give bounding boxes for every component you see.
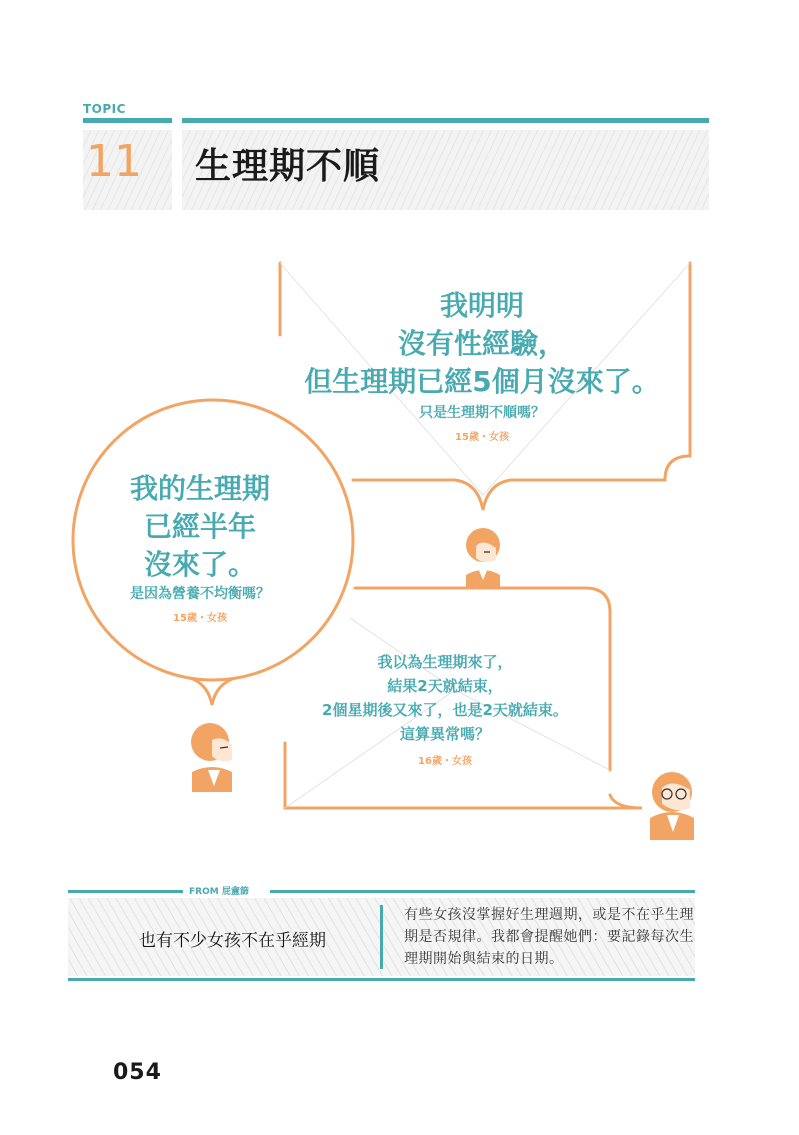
question-1-line: 沒有性經驗， [397, 327, 566, 360]
question-3-line: 這算異常嗎？ [399, 725, 490, 743]
question-2-sub: 是因為營養不均衡嗎？ [130, 586, 270, 602]
girl-character-1 [466, 528, 500, 588]
from-divider [380, 905, 383, 969]
question-2-age: 15歲・女孩 [173, 613, 227, 624]
page-title: 生理期不順 [195, 146, 381, 187]
question-2-line: 我的生理期 [129, 472, 270, 505]
question-1-text [282, 287, 682, 401]
topic-number: 11 [86, 136, 142, 187]
question-1-line: 我明明 [439, 289, 524, 322]
bubble-circle-tail [190, 678, 235, 705]
question-3-line: 2個星期後又來了，也是2天就結束。 [322, 701, 568, 719]
page-number: 054 [113, 1060, 162, 1085]
topic-label: TOPIC [83, 102, 126, 116]
from-label: FROM 屁盦篩 [189, 887, 249, 897]
question-1-line: 但生理期已經5個月沒來了。 [304, 365, 660, 398]
from-rule-right [270, 890, 695, 893]
girl-character-2 [191, 723, 232, 792]
question-1-age: 15歲・女孩 [455, 432, 509, 443]
question-3-text [290, 650, 600, 746]
question-2-line: 已經半年 [143, 510, 256, 543]
question-3-line: 結果2天就結束， [387, 677, 503, 695]
girl-character-3 [650, 772, 694, 840]
question-3-age: 16歲・女孩 [418, 756, 472, 767]
from-rule-left [68, 890, 183, 893]
question-2-text [90, 470, 310, 584]
from-heading: 也有不少女孩不在乎經期 [139, 931, 326, 951]
question-2-line: 沒來了。 [143, 548, 256, 581]
from-body: 有些女孩沒掌握好生理週期，或是不在乎生理期是否規律。我都會提醒她們：要記錄每次生理期開始與結束的日期。 [404, 907, 694, 967]
from-rule-bottom [68, 978, 695, 981]
question-3-line: 我以為生理期來了， [377, 653, 513, 671]
question-1-sub: 只是生理期不順嗎？ [419, 405, 545, 421]
